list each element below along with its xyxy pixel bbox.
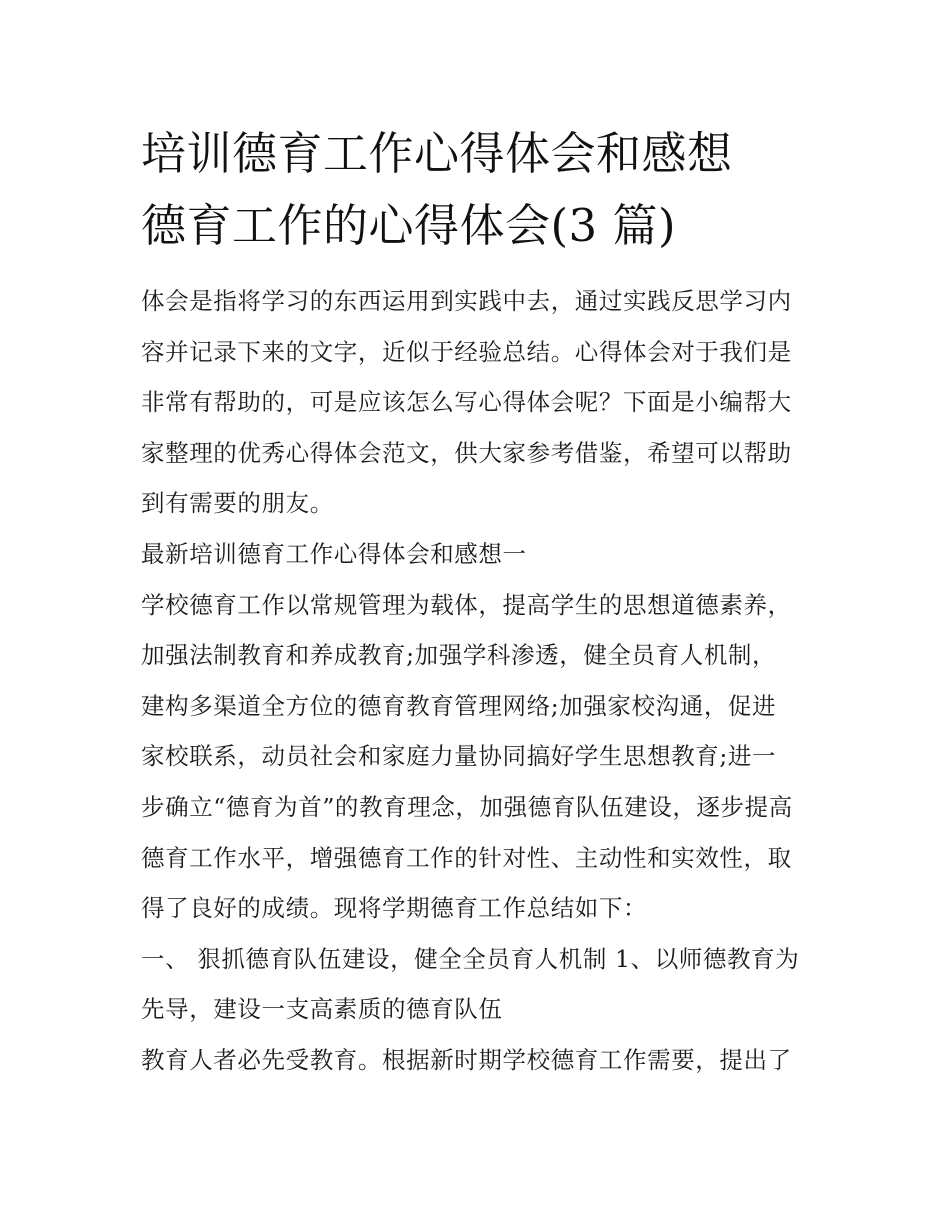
- text-line: 到有需要的朋友。: [141, 489, 334, 518]
- text-line: 非常有帮助的，可是应该怎么写心得体会呢？下面是小编帮大: [141, 388, 792, 417]
- text-line: 德育工作水平，增强德育工作的针对性、主动性和实效性，取: [141, 843, 792, 872]
- document-body: [141, 276, 813, 1086]
- title-line-2: 德育工作的心得体会(3 篇): [141, 199, 677, 252]
- text-line: 学校德育工作以常规管理为载体，提高学生的思想道德素养，: [141, 590, 792, 619]
- section-heading: 最新培训德育工作心得体会和感想一: [141, 539, 527, 568]
- text-line: 加强法制教育和养成教育;加强学科渗透，健全员育人机制，: [141, 641, 777, 670]
- text-line: 家校联系，动员社会和家庭力量协同搞好学生思想教育;进一: [141, 742, 777, 771]
- text-line: 得了良好的成绩。现将学期德育工作总结如下：: [141, 894, 648, 923]
- text-line: 家整理的优秀心得体会范文，供大家参考借鉴，希望可以帮助: [141, 438, 792, 467]
- title-line-1: 培训德育工作心得体会和感想: [141, 127, 733, 180]
- document-title: [141, 118, 813, 262]
- text-line: 教育人者必先受教育。根据新时期学校德育工作需要，提出了: [141, 1045, 792, 1074]
- document-content: [141, 118, 813, 1086]
- text-line: 容并记录下来的文字，近似于经验总结。心得体会对于我们是: [141, 337, 792, 366]
- text-line: 步确立“德育为首”的教育理念，加强德育队伍建设，逐步提高: [141, 792, 793, 821]
- text-line: 体会是指将学习的东西运用到实践中去，通过实践反思学习内: [141, 287, 792, 315]
- text-line: 先导，建设一支高素质的德育队伍: [141, 995, 503, 1024]
- text-line: 建构多渠道全方位的德育教育管理网络;加强家校沟通，促进: [141, 691, 777, 720]
- text-line: 一、 狠抓德育队伍建设，健全全员育人机制 1、以师德教育为: [141, 944, 800, 973]
